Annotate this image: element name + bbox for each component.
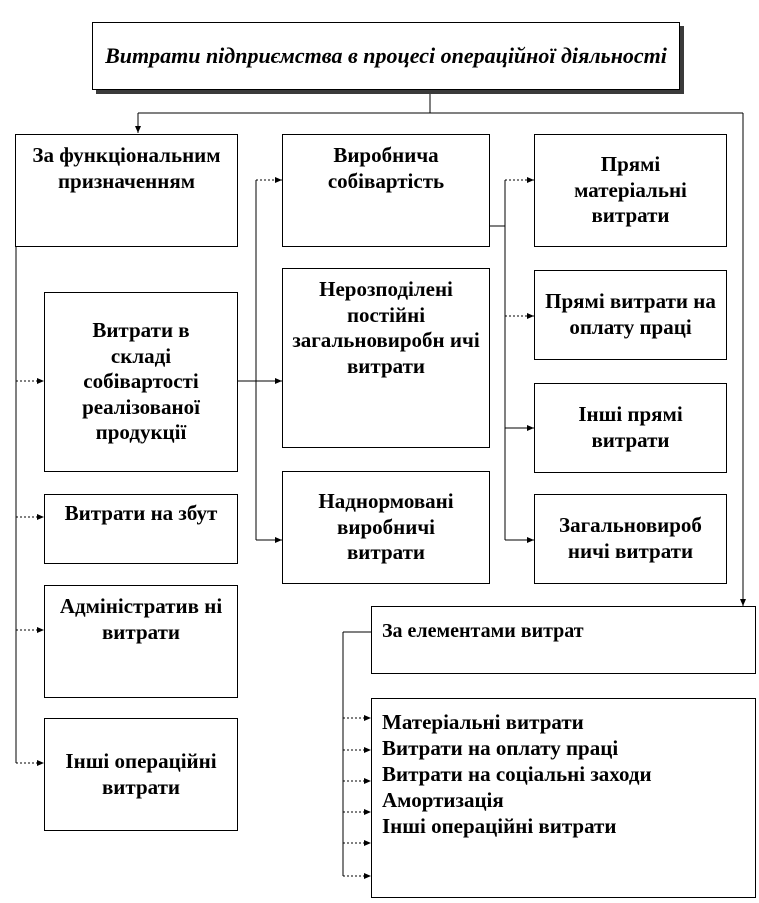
production-cost-item-label: Прямі витрати на оплату праці (545, 289, 716, 339)
elements-item: Інші операційні витрати (382, 814, 617, 839)
functional-item-label: Інші операційні витрати (65, 748, 217, 799)
production-cost-item-label: Загальновироб ничі витрати (559, 513, 702, 563)
cost-of-sales-item-node (282, 134, 490, 247)
functional-item-node (44, 585, 238, 698)
elements-item: Матеріальні витрати (382, 710, 584, 734)
elements-header-label: За елементами витрат (382, 620, 584, 642)
production-cost-item-label: Інші прямі витрати (578, 402, 683, 452)
elements-list-node (371, 698, 756, 898)
functional-item-node (44, 718, 238, 831)
functional-header-node (15, 134, 238, 247)
functional-item-label: Витрати в складі собівартості реалізованої продукції (82, 317, 200, 445)
elements-header-node (371, 606, 756, 674)
elements-item: Витрати на оплату праці (382, 736, 619, 761)
cost-of-sales-item-node (282, 471, 490, 584)
production-cost-item-node (534, 383, 727, 473)
functional-item-label: Адміністратив ні витрати (59, 594, 223, 644)
cost-of-sales-item-node (282, 268, 490, 448)
root-node (92, 22, 680, 90)
production-cost-item-node (534, 270, 727, 360)
cost-of-sales-item-label: Наднормовані виробничі витрати (318, 489, 454, 565)
functional-header-label: За функціональним призначенням (32, 143, 221, 193)
cost-of-sales-item-label: Виробнича собівартість (327, 143, 445, 193)
functional-item-node (44, 494, 238, 564)
production-cost-item-node (534, 494, 727, 584)
root-title: Витрати підприємства в процесі операційної діяльності (105, 43, 667, 69)
cost-of-sales-item-label: Нерозподілені постійні загальновиробн ичі витрати (292, 277, 480, 378)
functional-item-label: Витрати на збут (64, 501, 218, 525)
elements-item: Витрати на соціальні заходи (382, 762, 652, 787)
production-cost-item-label: Прямі матеріальні витрати (574, 152, 687, 228)
elements-item: Амортизація (382, 788, 504, 813)
functional-item-node (44, 292, 238, 472)
production-cost-item-node (534, 134, 727, 247)
